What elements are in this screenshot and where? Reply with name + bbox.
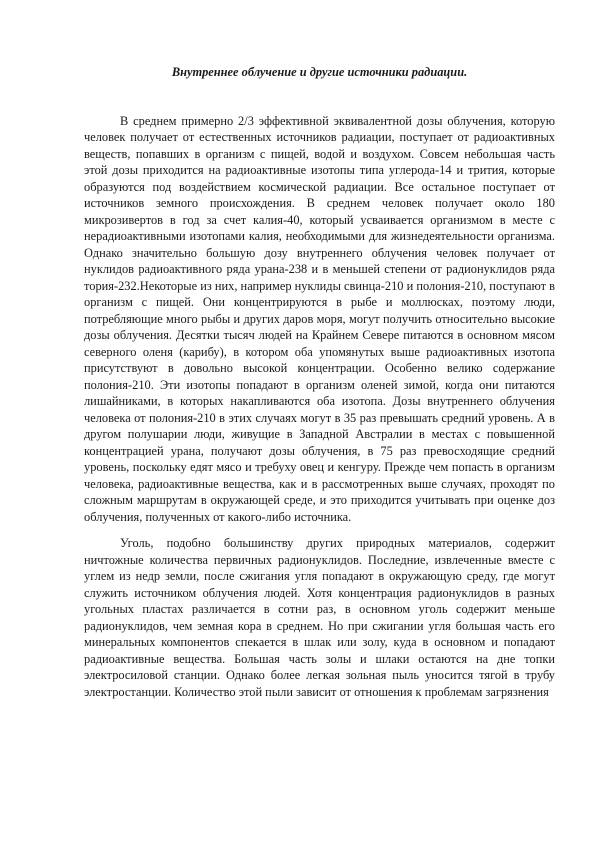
document-title: Внутреннее облучение и другие источники радиации.	[171, 65, 468, 79]
paragraph-coal: Уголь, подобно большинству других природных материалов, содержит ничтожные количества первичных радионуклидов. Последние, извлеченные вместе с углем из недр земли, после сжигания угля попадают в окружающую среду, где могут служить источником облучения людей. Хотя концентрация радионуклидов в разных угольных пластах различается в сотни раз, в основном уголь содержит меньше радионуклидов, чем земная кора в среднем. Но при сжигании угля большая часть его минеральных компонентов спекается в шлак или золу, куда в основном и попадают радиоактивные вещества. Большая часть золы и шлаки остаются на дне топки электросиловой станции. Однако более легкая зольная пыль уносится тягой в трубу электростанции. Количество этой пыли зависит от отношения к проблемам загрязнения	[84, 536, 555, 699]
document-page	[84, 64, 555, 710]
paragraph-internal-exposure: В среднем примерно 2/3 эффективной эквивалентной дозы облучения, которую человек получает от естественных источников радиации, поступает от радиоактивных веществ, попавших в организм с пищей, водой и воздухом. Совсем небольшая часть этой дозы приходится на радиоактивные изотопы типа углерода-14 и трития, которые образуются под воздействием космической радиации. Все остальное поступает от источников земного происхождения. В среднем человек получает около 180 микрозивертов в год за счет калия-40, который усваивается организмом в месте с нерадиоактивными изотопами калия, необходимыми для жизнедеятельности организма. Однако значительно большую дозу внутреннего облучения человек получает от нуклидов радиоактивного ряда урана-238 и в меньшей степени от радионуклидов ряда тория-232.Некоторые из них, например нуклиды свинца-210 и полония-210, поступают в организм с пищей. Они концентрируются в рыбе и моллюсках, поэтому люди, потребляющие много рыбы и других даров моря, могут получить относительно высокие дозы облучения. Десятки тысяч людей на Крайнем Севере питаются в основном мясом северного оленя (карибу), в котором оба упомянутых выше радиоактивных изотопа присутствуют в довольно высокой концентрации. Особенно велико содержание полония-210. Эти изотопы попадают в организм оленей зимой, когда они питаются лишайниками, в которых накапливаются оба изотопа. Дозы внутреннего облучения человека от полония-210 в этих случаях могут в 35 раз превышать средний уровень. А в другом полушарии люди, живущие в Западной Австралии в местах с повышенной концентрацией урана, получают дозы облучения, в 75 раз превосходящие средний уровень, поскольку едят мясо и требуху овец и кенгуру. Прежде чем попасть в организм человека, радиоактивные вещества, как и в рассмотренных выше случаях, проходят по сложным маршрутам в окружающей среде, и это приходится учитывать при оценке доз облучения, полученных от какого-либо источника.	[84, 113, 555, 524]
